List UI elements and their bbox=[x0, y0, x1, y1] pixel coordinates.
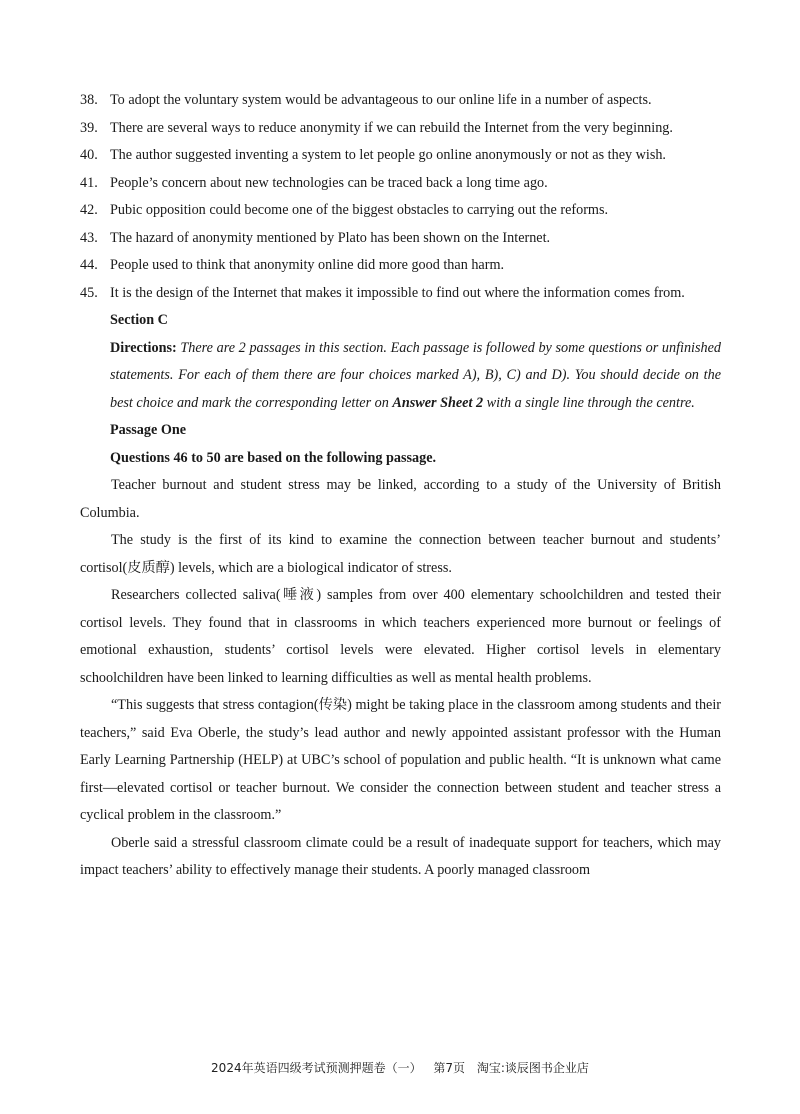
question-list bbox=[80, 87, 721, 307]
question-item bbox=[80, 225, 721, 253]
question-number: 43. bbox=[80, 229, 98, 246]
question-item bbox=[80, 170, 721, 198]
question-text: The author suggested inventing a system to let people go online anonymously or not as they wish. bbox=[110, 147, 666, 163]
question-item bbox=[80, 115, 721, 143]
directions-text-end: with a single line through the centre. bbox=[486, 394, 695, 411]
passage-paragraph: The study is the first of its kind to examine the connection between teacher burnout and students’ cortisol(皮质醇) levels, which are a biological indicator of stress. bbox=[80, 532, 721, 576]
answer-sheet-ref: Answer Sheet 2 bbox=[392, 394, 484, 411]
directions-label: Directions: bbox=[110, 339, 177, 356]
passage-paragraph: Oberle said a stressful classroom climate could be a result of inadequate support for teachers, which may impact teachers’ ability to effectively manage their students. A poorly managed classroom bbox=[80, 834, 721, 878]
passage-subtitle: Questions 46 to 50 are based on the following passage. bbox=[110, 449, 437, 466]
passage-paragraph: “This suggests that stress contagion(传染) might be taking place in the classroom among students and their teachers,” said Eva Oberle, the study’s lead author and newly appointed assistant professor with the Human Early Learning Partnership (HELP) at UBC’s school of population and public health. “It is unknown what came first—elevated cortisol or teacher burnout. We consider the connection between student and teacher stress a cyclical problem in the classroom.” bbox=[80, 697, 721, 823]
footer-page-number: 第7页 bbox=[433, 1061, 466, 1075]
question-number: 41. bbox=[80, 174, 98, 191]
footer-shop: 淘宝:谈辰图书企业店 bbox=[476, 1061, 589, 1075]
question-number: 38. bbox=[80, 92, 98, 108]
question-text: Pubic opposition could become one of the biggest obstacles to carrying out the reforms. bbox=[110, 202, 609, 218]
question-number: 39. bbox=[80, 119, 98, 136]
directions-block bbox=[80, 335, 721, 418]
question-number: 45. bbox=[80, 284, 98, 301]
passage-paragraph: Teacher burnout and student stress may be linked, according to a study of the University of British Columbia. bbox=[80, 477, 721, 521]
page-footer bbox=[0, 1060, 800, 1076]
question-text: To adopt the voluntary system would be advantageous to our online life in a number of aspects. bbox=[110, 92, 652, 108]
question-item bbox=[80, 280, 721, 308]
question-text: People used to think that anonymity online did more good than harm. bbox=[110, 257, 505, 273]
directions-text: There are 2 passages in this section. Each passage is followed by some questions or unfinished statements. For each of them there are four choices marked A), B), C) and D). You should decide on the best choice and mark the corresponding letter on bbox=[110, 339, 722, 411]
question-text: It is the design of the Internet that makes it impossible to find out where the information comes from. bbox=[110, 284, 685, 301]
passage-body bbox=[80, 472, 721, 885]
question-number: 44. bbox=[80, 257, 98, 273]
section-title: Section C bbox=[110, 312, 168, 328]
question-item bbox=[80, 252, 721, 280]
passage-paragraph: Researchers collected saliva(唾液) samples from over 400 elementary schoolchildren and tested their cortisol levels. They found that in classrooms in which teachers experienced more burnout or feelings of emotional exhaustion, students’ cortisol levels were elevated. Higher cortisol levels in elementary schoolchildren have been linked to learning difficulties as well as mental health problems. bbox=[80, 587, 721, 686]
question-text: There are several ways to reduce anonymity if we can rebuild the Internet from the very beginning. bbox=[110, 119, 673, 136]
question-number: 40. bbox=[80, 147, 98, 163]
question-item bbox=[80, 197, 721, 225]
footer-exam-title: 2024年英语四级考试预测押题卷（一） bbox=[211, 1061, 422, 1075]
question-number: 42. bbox=[80, 202, 98, 218]
question-item bbox=[80, 87, 721, 115]
question-text: People’s concern about new technologies can be traced back a long time ago. bbox=[110, 174, 548, 191]
question-text: The hazard of anonymity mentioned by Plato has been shown on the Internet. bbox=[110, 229, 551, 246]
question-item bbox=[80, 142, 721, 170]
passage-title: Passage One bbox=[110, 422, 187, 438]
page-content bbox=[80, 87, 721, 885]
